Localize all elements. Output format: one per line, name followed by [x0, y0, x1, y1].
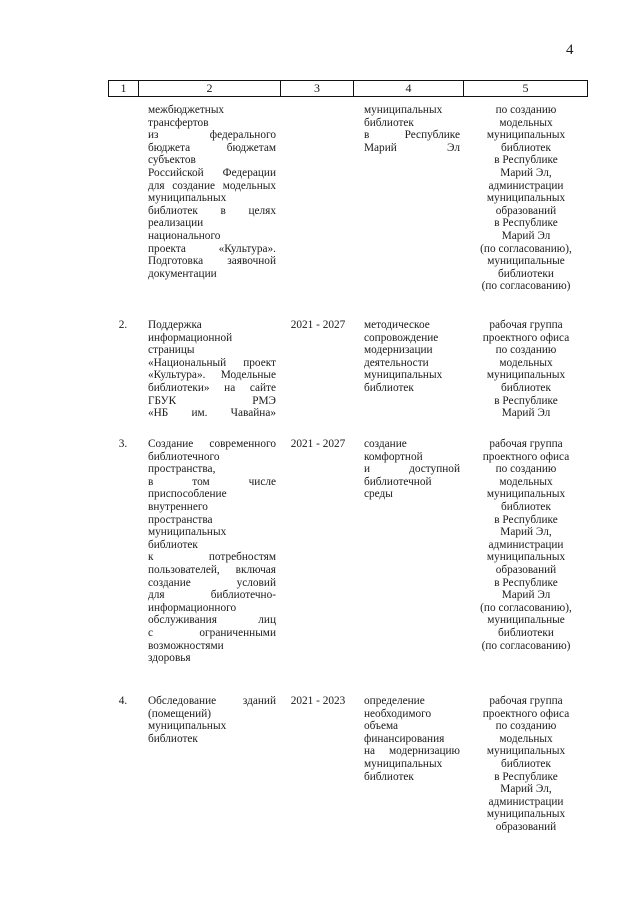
row-result-line: создание	[364, 438, 407, 450]
row-result-line: финансирования	[364, 732, 445, 745]
row-responsible-line: образований	[495, 563, 557, 576]
row-responsible	[472, 695, 580, 834]
row-task-line: «НБ им. Чавайна»	[148, 407, 276, 420]
row-task-line: библиотеки» на сайте	[148, 381, 276, 394]
row-task-line: библиотек в целях	[148, 204, 276, 217]
row-responsible-line: муниципальных	[486, 745, 566, 758]
row-responsible-line: муниципальные	[487, 614, 565, 627]
row-responsible-line: рабочая группа	[489, 438, 563, 450]
row-result-line: и доступной	[364, 463, 460, 476]
row-task-line: национального	[148, 229, 221, 242]
row-responsible-line: Марий Эл,	[500, 166, 552, 179]
row-number: 2.	[118, 319, 128, 331]
row-task-line: для создание модельных	[148, 179, 276, 192]
row-task-line: бюджета бюджетам	[148, 141, 276, 154]
row-responsible-line: по созданию	[495, 344, 557, 357]
row-responsible-line: (по согласованию),	[480, 242, 572, 255]
row-responsible-line: муниципальных	[486, 551, 566, 564]
row-task-line: «Культура». Модельные	[148, 369, 276, 382]
row-result-line: объема	[364, 720, 399, 733]
row-result-line: в Республике	[364, 129, 460, 142]
row-result-line: библиотечной	[364, 475, 432, 488]
row-responsible-line: администрации	[488, 179, 564, 192]
row-task-line: Российской Федерации	[148, 166, 276, 179]
row-result-line: деятельности	[364, 356, 429, 369]
row-task	[148, 319, 276, 420]
row-responsible-line: по созданию	[495, 720, 557, 733]
row-task-line: (помещений)	[148, 707, 212, 720]
row-responsible-line: в Республике	[494, 513, 558, 526]
row-result-line: необходимого	[364, 707, 432, 720]
row-responsible-line: муниципальных	[486, 488, 566, 501]
row-result-line: определение	[364, 695, 425, 707]
column-header-3: 3	[281, 81, 354, 96]
row-period: 2021 - 2027	[290, 438, 346, 450]
row-result-line: среды	[364, 488, 393, 501]
row-task-line: Создание современного	[148, 438, 276, 450]
row-task-line: межбюджетных	[148, 104, 225, 116]
column-header-4: 4	[354, 81, 464, 96]
row-task-line: Обследование зданий	[148, 695, 276, 707]
row-responsible-line: муниципальных	[486, 129, 566, 142]
row-responsible-line: образований	[495, 820, 557, 833]
row-responsible-line: библиотек	[501, 381, 551, 394]
row-responsible-line: в Республике	[494, 770, 558, 783]
row-responsible-line: модельных	[499, 356, 553, 369]
row-task-line: Поддержка	[148, 319, 202, 331]
row-task-line: информационного	[148, 601, 237, 614]
row-task-line: «Национальный проект	[148, 356, 276, 369]
row-task-line: пространства	[148, 513, 213, 526]
row-responsible-line: в Республике	[494, 154, 558, 167]
row-result-line: методическое	[364, 319, 430, 331]
table-column-header	[108, 80, 588, 97]
row-responsible-line: Марий Эл,	[500, 526, 552, 539]
row-responsible-line: библиотеки	[498, 626, 554, 639]
row-number: 3.	[118, 438, 128, 450]
row-responsible-line: библиотеки	[498, 267, 554, 280]
column-header-2: 2	[139, 81, 281, 96]
row-result-line: библиотек	[364, 770, 414, 783]
row-responsible-line: Марий Эл,	[500, 783, 552, 796]
page-number: 4	[566, 42, 574, 58]
row-result-line: муниципальных	[364, 369, 443, 382]
row-task-line: субъектов	[148, 154, 196, 167]
row-responsible-line: библиотек	[501, 141, 551, 154]
row-responsible-line: по созданию	[495, 104, 557, 116]
column-header-1: 1	[109, 81, 139, 96]
row-responsible-line: (по согласованию)	[481, 280, 571, 293]
row-task-line: реализации	[148, 217, 204, 230]
row-task-line: в том числе	[148, 475, 276, 488]
row-responsible	[472, 319, 580, 420]
row-task-line: приспособление	[148, 488, 227, 501]
row-responsible-line: по созданию	[495, 463, 557, 476]
row-responsible	[472, 438, 580, 652]
row-task-line: библиотек	[148, 538, 198, 551]
row-task-line: пользователей, включая	[148, 563, 276, 576]
row-task-line: внутреннего	[148, 500, 208, 513]
row-task-line: для библиотечно-	[148, 589, 276, 602]
row-task	[148, 438, 276, 665]
row-responsible-line: Марий Эл	[501, 407, 551, 420]
row-result-line: библиотек	[364, 381, 414, 394]
row-responsible-line: Марий Эл	[501, 589, 551, 602]
row-result-line: библиотек	[364, 116, 414, 129]
row-responsible-line: библиотек	[501, 757, 551, 770]
row-task-line: библиотек	[148, 732, 198, 745]
row-responsible-line: муниципальных	[486, 808, 566, 821]
row-responsible-line: библиотек	[501, 500, 551, 513]
row-task-line: ГБУК РМЭ	[148, 394, 276, 407]
row-responsible-line: рабочая группа	[489, 695, 563, 707]
row-task-line: страницы	[148, 344, 195, 357]
row-task	[148, 104, 276, 280]
row-responsible-line: проектного офиса	[482, 450, 570, 463]
row-result	[364, 319, 460, 395]
row-responsible	[472, 104, 580, 293]
row-result-line: муниципальных	[364, 757, 443, 770]
row-responsible-line: Марий Эл	[501, 229, 551, 242]
row-task-line: информационной	[148, 331, 233, 344]
row-task-line: муниципальных	[148, 526, 227, 539]
row-task-line: из федерального	[148, 129, 276, 142]
row-responsible-line: (по согласованию),	[480, 601, 572, 614]
row-responsible-line: в Республике	[494, 576, 558, 589]
row-task-line: трансфертов	[148, 116, 209, 129]
row-task-line: к потребностям	[148, 551, 276, 564]
row-result-line: модернизации	[364, 344, 433, 357]
row-task-line: проекта «Культура».	[148, 242, 276, 255]
row-task-line: возможностями	[148, 639, 224, 652]
row-task-line: здоровья	[148, 652, 191, 665]
row-responsible-line: проектного офиса	[482, 707, 570, 720]
row-responsible-line: модельных	[499, 475, 553, 488]
row-period: 2021 - 2023	[290, 695, 346, 707]
row-task-line: Подготовка заявочной	[148, 255, 276, 268]
row-responsible-line: модельных	[499, 116, 553, 129]
row-result-line: на модернизацию	[364, 745, 460, 758]
row-result	[364, 104, 460, 154]
row-responsible-line: (по согласованию)	[481, 639, 571, 652]
row-responsible-line: в Республике	[494, 217, 558, 230]
row-task-line: документации	[148, 267, 217, 280]
row-task-line: создание условий	[148, 576, 276, 589]
row-task-line: муниципальных	[148, 192, 227, 205]
row-responsible-line: администрации	[488, 795, 564, 808]
row-responsible-line: рабочая группа	[489, 319, 563, 331]
row-responsible-line: образований	[495, 204, 557, 217]
row-responsible-line: модельных	[499, 732, 553, 745]
row-responsible-line: муниципальных	[486, 369, 566, 382]
row-result-line: Марий Эл	[364, 141, 460, 154]
row-period: 2021 - 2027	[290, 319, 346, 331]
column-header-5: 5	[522, 81, 529, 95]
row-result-line: сопровождение	[364, 331, 439, 344]
row-result	[364, 695, 460, 783]
row-result	[364, 438, 460, 501]
row-responsible-line: администрации	[488, 538, 564, 551]
row-task-line: муниципальных	[148, 720, 227, 733]
row-number: 4.	[118, 695, 128, 707]
row-result-line: муниципальных	[364, 104, 443, 116]
row-task-line: пространства,	[148, 463, 216, 476]
row-responsible-line: муниципальные	[487, 255, 565, 268]
row-task-line: обслуживания лиц	[148, 614, 276, 627]
row-responsible-line: муниципальных	[486, 192, 566, 205]
row-task	[148, 695, 276, 745]
row-result-line: комфортной	[364, 450, 423, 463]
row-task-line: библиотечного	[148, 450, 220, 463]
row-task-line: с ограниченными	[148, 626, 276, 639]
row-responsible-line: в Республике	[494, 394, 558, 407]
row-responsible-line: проектного офиса	[482, 331, 570, 344]
